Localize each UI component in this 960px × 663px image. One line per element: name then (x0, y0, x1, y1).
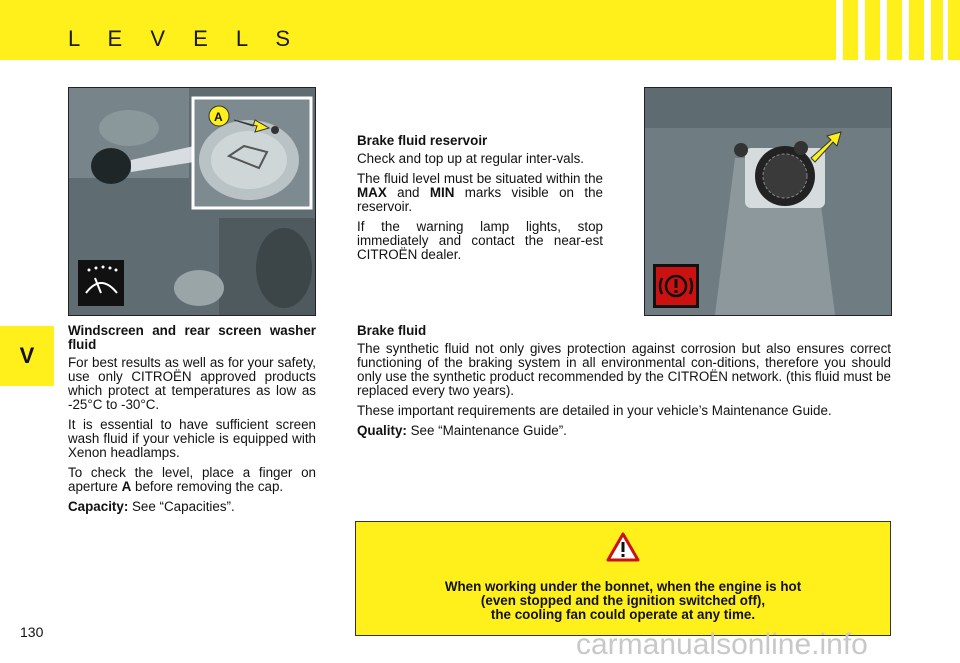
brake-reservoir-p2: The fluid level must be situated within the MAX and MIN marks visible on the reservoir. (357, 171, 603, 214)
brake-fluid-heading: Brake fluid (357, 323, 427, 338)
callout-label-a: A (214, 110, 223, 124)
washer-capacity: Capacity: See “Capacities”. (68, 499, 235, 514)
header-band (0, 0, 960, 60)
warning-box (355, 521, 891, 636)
washer-p1: For best results as well as for your safety, use only CITROËN approved products which protect at temperatures as low as -25°C to -30°C. (68, 355, 316, 412)
warning-triangle-icon (606, 532, 640, 562)
brake-reservoir-illustration (645, 88, 891, 315)
brake-fluid-p1: The synthetic fluid not only gives protection against corrosion but also ensures correct functioning of the braking system in all environmental con-ditions, therefore you should only use the synthetic product recommended by the CITROËN network. (this fluid must be replaced every two years). (357, 341, 891, 398)
washer-p3: To check the level, place a finger on aperture A before removing the cap. (68, 465, 316, 494)
brake-reservoir-p1: Check and top up at regular inter-vals. (357, 151, 585, 166)
header-stripe (943, 0, 948, 60)
warning-text: When working under the bonnet, when the engine is hot (even stopped and the ignition switched off), the cooling fan could operate at any time. (444, 579, 802, 622)
watermark: carmanualsonline.info (576, 628, 868, 661)
brake-fluid-section (357, 324, 891, 444)
page-number: 130 (20, 624, 44, 640)
header-stripe (836, 0, 843, 60)
header-stripe (924, 0, 931, 60)
washer-reservoir-illustration (69, 88, 315, 315)
header-stripe (858, 0, 865, 60)
chapter-tab: V (0, 326, 54, 386)
brake-reservoir-photo (644, 87, 892, 316)
washer-p2: It is essential to have sufficient screen wash fluid if your vehicle is equipped with Xenon headlamps. (68, 417, 316, 460)
brake-fluid-quality: Quality: See “Maintenance Guide”. (357, 423, 567, 438)
washer-heading: Windscreen and rear screen washer fluid (68, 323, 316, 352)
washer-section (68, 324, 316, 520)
header-stripe (880, 0, 887, 60)
brake-fluid-p2: These important requirements are detailed in your vehicle’s Maintenance Guide. (357, 403, 832, 418)
brake-reservoir-heading: Brake fluid reservoir (357, 133, 488, 148)
brake-reservoir-p3: If the warning lamp lights, stop immediately and contact the near-est CITROËN dealer. (357, 219, 603, 262)
page-title: L E V E L S (68, 26, 302, 51)
brake-warning-icon (656, 267, 696, 305)
brake-reservoir-section (357, 134, 603, 268)
washer-reservoir-photo (68, 87, 316, 316)
header-stripe (902, 0, 909, 60)
